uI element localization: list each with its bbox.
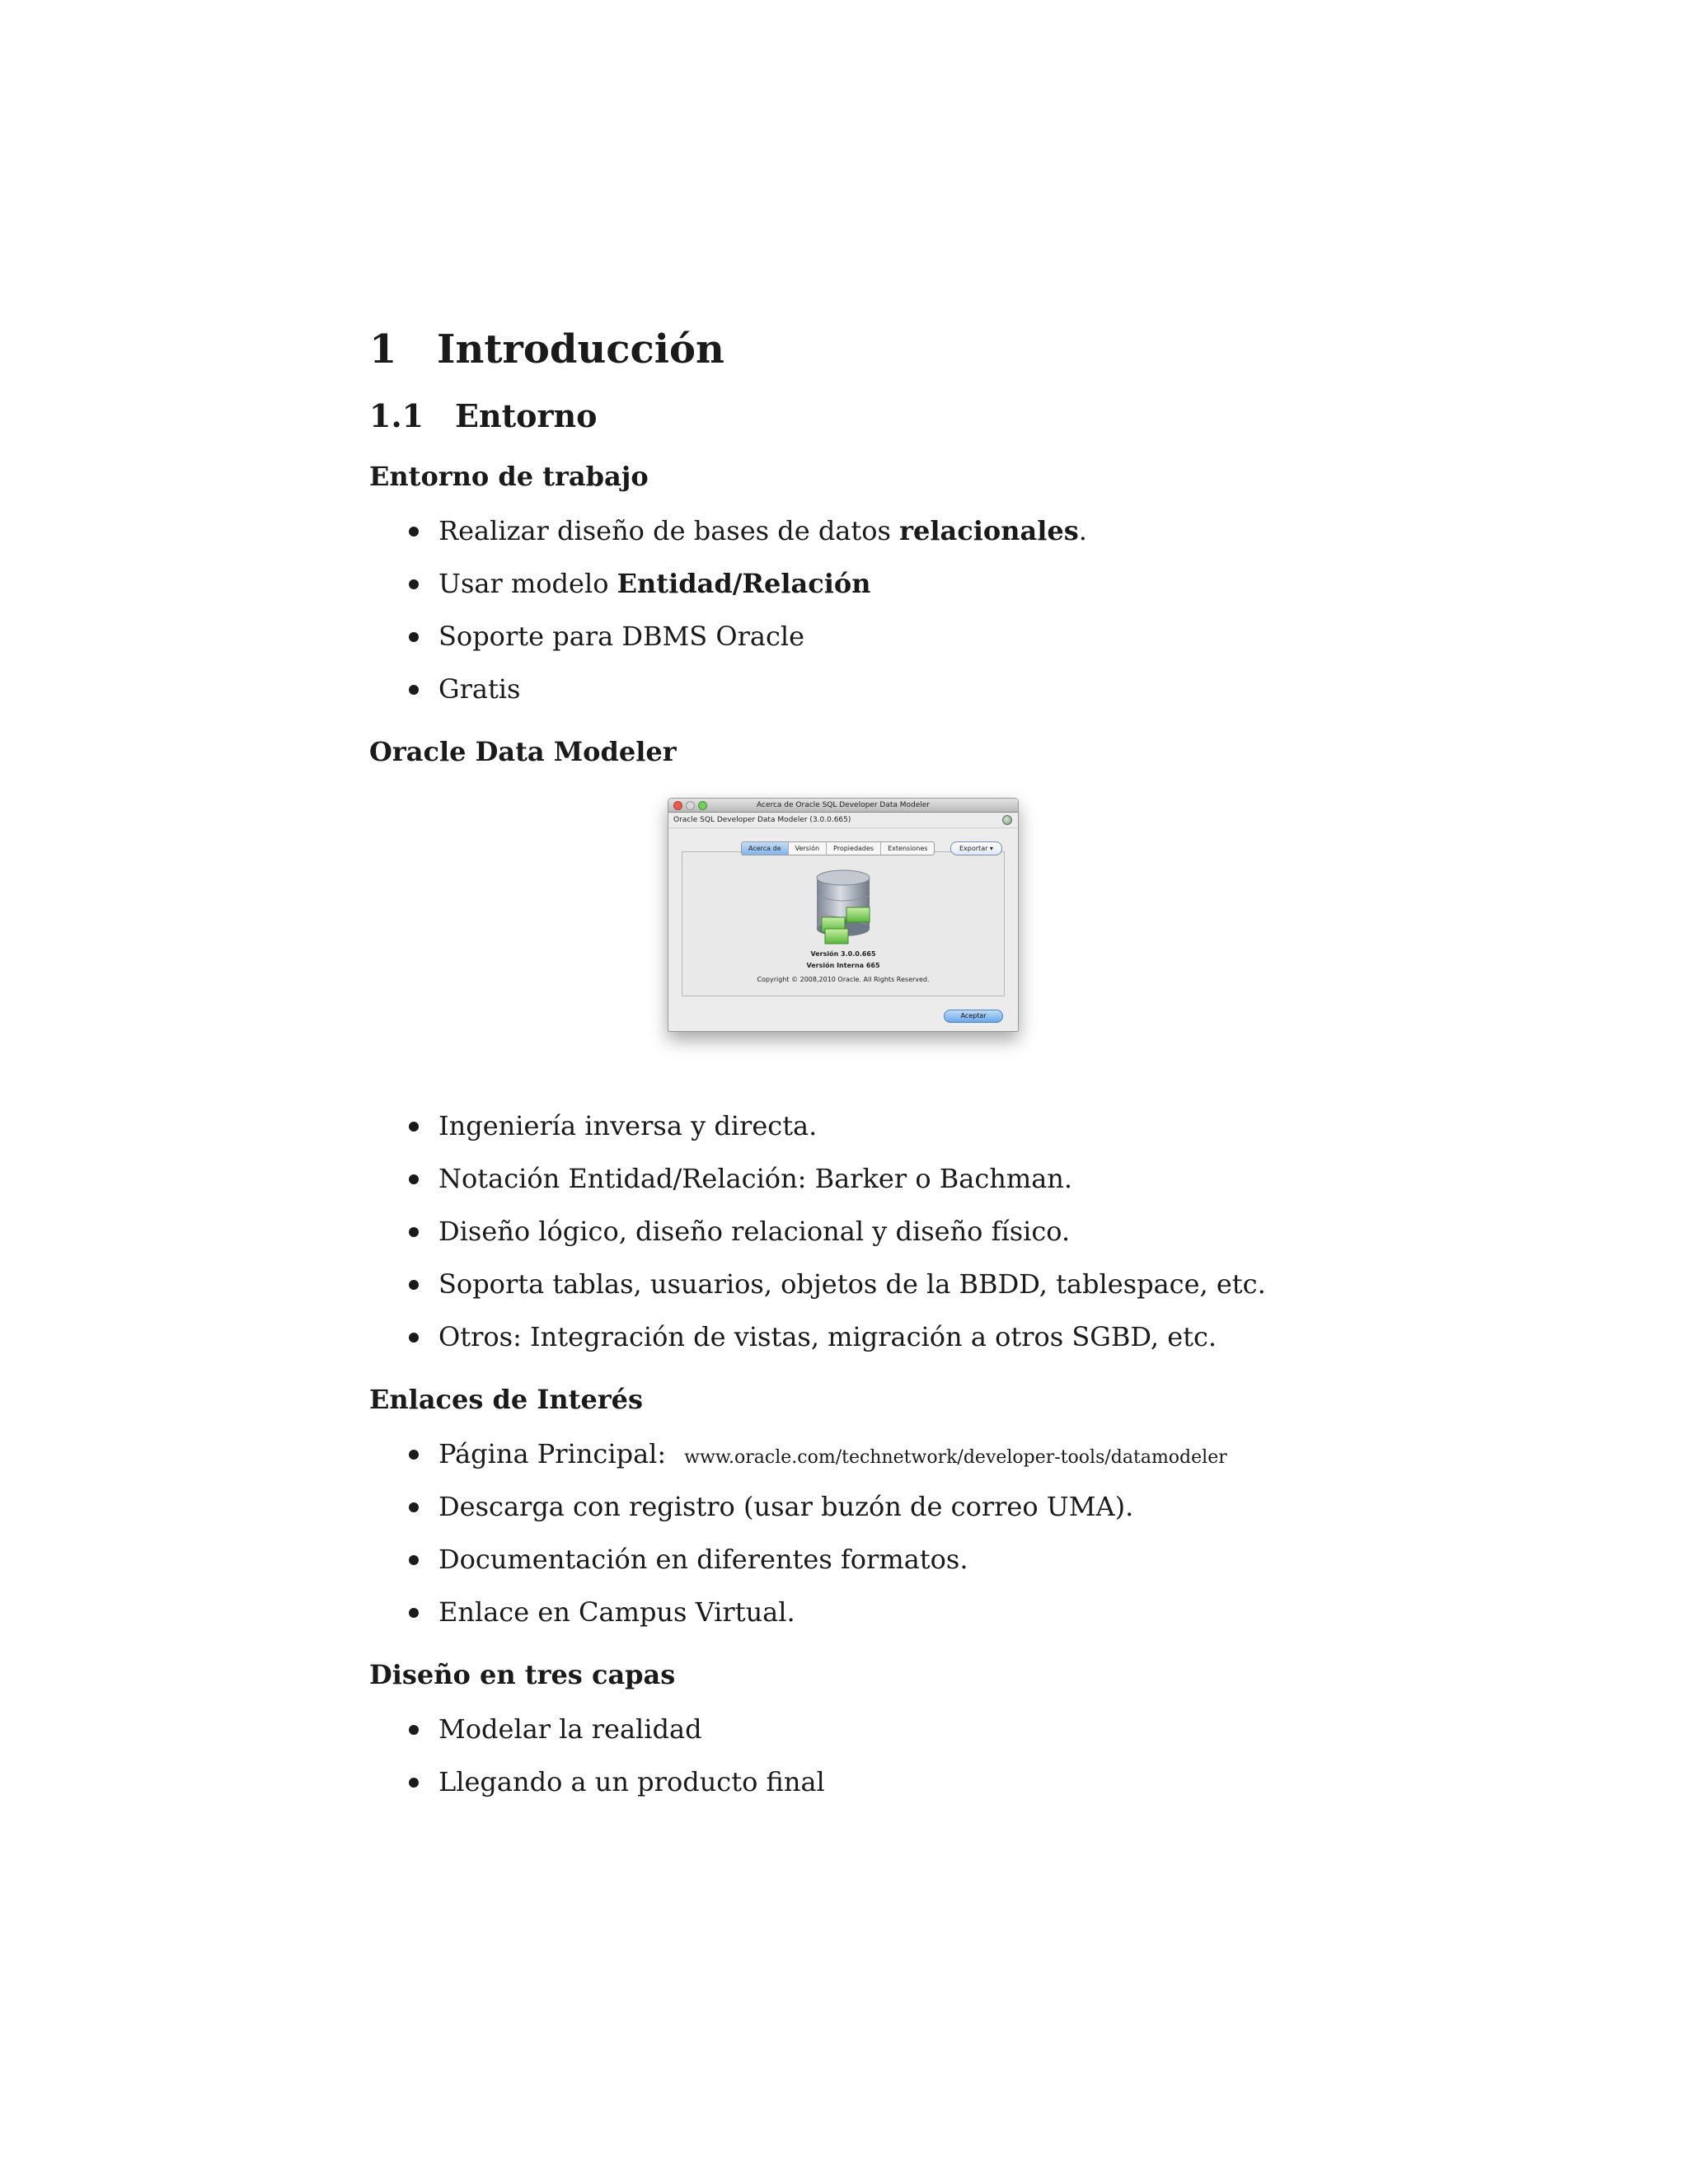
main-page-link[interactable]: www.oracle.com/technetwork/developer-tools/datamodeler	[684, 1447, 1227, 1468]
bullet-icon	[409, 1227, 419, 1237]
dialog-subtitle: Oracle SQL Developer Data Modeler (3.0.0.665)	[668, 813, 1018, 828]
tab-acerca-de: Acerca de	[742, 842, 789, 855]
subsection-title: Entorno	[455, 397, 598, 434]
subsection-number: 1.1	[369, 397, 424, 434]
help-icon	[1002, 815, 1012, 825]
list-item: Notación Entidad/Relación: Barker o Bachman.	[369, 1165, 1358, 1192]
list-item: Modelar la realidad	[369, 1716, 1358, 1742]
bullet-icon	[409, 1555, 419, 1565]
accept-button: Aceptar	[944, 1010, 1003, 1023]
dialog-titlebar	[668, 799, 1018, 813]
tab-propiedades: Propiedades	[827, 842, 881, 855]
dialog-internal-version: Versión Interna 665	[806, 962, 880, 969]
list-item: Gratis	[369, 676, 1358, 702]
oracle-data-modeler-heading: Oracle Data Modeler	[369, 736, 677, 767]
bullet-icon	[409, 632, 419, 642]
list-item: Ingeniería inversa y directa.	[369, 1113, 1358, 1139]
list-item: Usar modelo Entidad/Relación	[369, 570, 1358, 597]
dialog-tabs	[741, 841, 935, 855]
bullet-icon	[409, 1608, 419, 1618]
list-item: Soporte para DBMS Oracle	[369, 623, 1358, 649]
entorno-trabajo-heading: Entorno de trabajo	[369, 461, 649, 492]
list-item: Soporta tablas, usuarios, objetos de la BBDD, tablespace, etc.	[369, 1271, 1358, 1297]
screenshot-figure	[369, 798, 1358, 1070]
section-number: 1	[369, 326, 397, 373]
window-controls	[673, 801, 707, 810]
list-item	[369, 1438, 1358, 1469]
list-item: Llegando a un producto final	[369, 1769, 1358, 1795]
list-item: Realizar diseño de bases de datos relacionales.	[369, 518, 1358, 544]
dialog-version: Versión 3.0.0.665	[810, 950, 876, 958]
bullet-icon	[409, 527, 419, 537]
bullet-icon	[409, 579, 419, 589]
bullet-icon	[409, 1333, 419, 1343]
close-window-icon	[673, 801, 682, 810]
dialog-title: Acerca de Oracle SQL Developer Data Modeler	[757, 801, 930, 809]
dialog-copyright: Copyright © 2008,2010 Oracle. All Rights Reserved.	[757, 976, 930, 983]
tab-version: Versión	[789, 842, 827, 855]
bullet-icon	[409, 1280, 419, 1290]
export-button: Exportar ▾	[950, 841, 1002, 855]
main-page-label: Página Principal:	[438, 1438, 667, 1469]
list-item: Enlace en Campus Virtual.	[369, 1599, 1358, 1625]
bullet-icon	[409, 1778, 419, 1788]
enlaces-heading: Enlaces de Interés	[369, 1384, 644, 1415]
oracle-data-modeler-list	[369, 1110, 1358, 1352]
minimize-window-icon	[686, 801, 695, 810]
bullet-icon	[409, 1174, 419, 1184]
bullet-icon	[409, 1122, 419, 1132]
enlaces-list	[369, 1438, 1358, 1628]
database-icon	[810, 869, 876, 945]
zoom-window-icon	[698, 801, 707, 810]
list-item: Diseño lógico, diseño relacional y diseño físico.	[369, 1218, 1358, 1244]
bullet-icon	[409, 1450, 419, 1460]
list-item: Documentación en diferentes formatos.	[369, 1546, 1358, 1572]
subsection-heading	[369, 397, 1358, 434]
bullet-icon	[409, 685, 419, 695]
tres-capas-heading: Diseño en tres capas	[369, 1659, 676, 1690]
bullet-icon	[409, 1725, 419, 1735]
tres-capas-list	[369, 1713, 1358, 1797]
section-heading	[369, 326, 1358, 373]
entorno-trabajo-list	[369, 515, 1358, 705]
section-title: Introducción	[437, 326, 724, 373]
document-page	[369, 326, 1358, 1821]
about-dialog-screenshot	[668, 798, 1019, 1032]
list-item: Descarga con registro (usar buzón de correo UMA).	[369, 1493, 1358, 1520]
list-item: Otros: Integración de vistas, migración a otros SGBD, etc.	[369, 1324, 1358, 1350]
tab-extensiones: Extensiones	[888, 845, 928, 852]
bullet-icon	[409, 1502, 419, 1512]
